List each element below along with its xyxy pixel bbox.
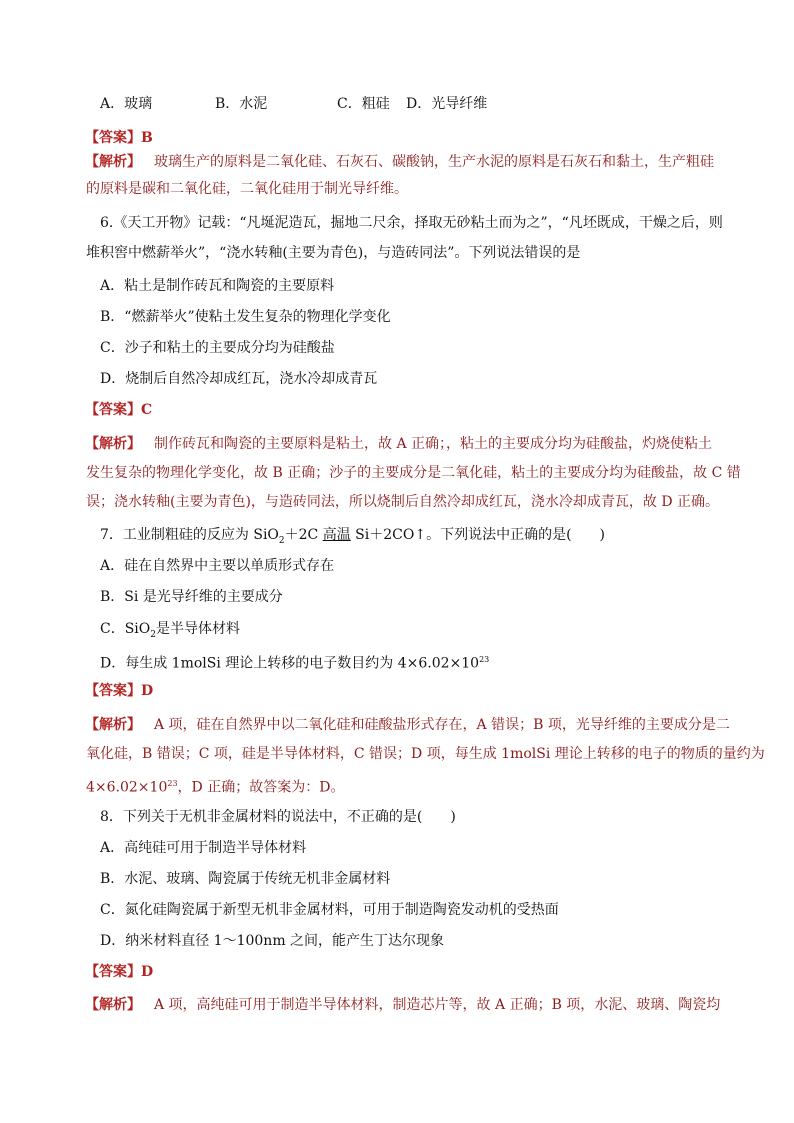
q5-explanation-label: 【解析】 xyxy=(85,154,141,170)
q6-option-a: A．粘土是制作砖瓦和陶瓷的主要原料 xyxy=(100,278,335,294)
q8-stem: 8．下列关于无机非金属材料的说法中，不正确的是( ) xyxy=(100,809,456,825)
q8-option-d: D．纳米材料直径 1～100nm 之间，能产生丁达尔现象 xyxy=(100,933,445,949)
q7-option-c: C．SiO$_2$是半导体材料 xyxy=(100,621,240,640)
q6-explanation-line: 发生复杂的物理化学变化，故 B 正确；沙子的主要成分是二氧化硅，粘土的主要成分均为硅酸盐，故 C 错 xyxy=(86,465,741,481)
q5-option-b: B．水泥 xyxy=(215,96,268,112)
answer-label: 【答案】 xyxy=(85,683,141,699)
q6-option-d: D．烧制后自然冷却成红瓦，浇水冷却成青瓦 xyxy=(100,371,378,387)
q7-explanation-line: 氧化硅，B 错误；C 项，硅是半导体材料，C 错误；D 项，每生成 1molSi 理论上转移的电子的物质的量约为 xyxy=(86,746,765,762)
q8-option-c: C．氮化硅陶瓷属于新型无机非金属材料，可用于制造陶瓷发动机的受热面 xyxy=(100,902,559,918)
q8-explanation-label: 【解析】 xyxy=(85,997,141,1013)
q8-explanation-line: A 项，高纯硅可用于制造半导体材料，制造芯片等，故 A 正确；B 项，水泥、玻璃、陶瓷均 xyxy=(154,997,721,1013)
answer-value: B xyxy=(141,130,153,146)
q5-answer xyxy=(85,127,153,149)
q7-explanation-line: $4\times 6.02\times 10^{23}$，D 正确；故答案为：D。 xyxy=(86,779,345,796)
q5-explanation-line: 的原料是碳和二氧化硅，二氧化硅用于制光导纤维。 xyxy=(86,181,408,197)
answer-value: C xyxy=(141,402,153,418)
answer-label: 【答案】 xyxy=(85,402,141,418)
q6-stem-line: 6.《天工开物》记载：“凡埏泥造瓦，掘地二尺余，择取无砂粘土而为之”，“凡坯既成，干燥之后，则 xyxy=(100,215,723,231)
q6-explanation-line: 误；浇水转釉(主要为青色)，与造砖同法，所以烧制后自然冷却成红瓦，浇水冷却成青瓦，故 D 正确。 xyxy=(86,494,720,510)
q5-explanation-line: 玻璃生产的原料是二氧化硅、石灰石、碳酸钠，生产水泥的原料是石灰石和黏土，生产粗硅 xyxy=(154,154,714,170)
q7-explanation-line: A 项，硅在自然界中以二氧化硅和硅酸盐形式存在，A 错误；B 项，光导纤维的主要成分是二 xyxy=(154,717,730,733)
q5-option-d: D．光导纤维 xyxy=(406,96,488,112)
q7-option-d: D．每生成 1molSi 理论上转移的电子数目约为 $4\times 6.02\times 10^{23}$ xyxy=(100,655,490,672)
q6-option-b: B．“燃薪举火”使粘土发生复杂的物理化学变化 xyxy=(100,309,391,325)
q6-option-c: C．沙子和粘土的主要成分均为硅酸盐 xyxy=(100,340,335,356)
q5-option-a: A．玻璃 xyxy=(100,96,153,112)
q8-answer xyxy=(85,961,153,983)
q7-stem: 7．工业制粗硅的反应为 SiO$_2$＋2C 高温 Si＋2CO↑。下列说法中正确的是( ) xyxy=(100,527,605,546)
answer-value: D xyxy=(141,683,154,699)
q6-answer xyxy=(85,399,152,421)
answer-label: 【答案】 xyxy=(85,964,141,980)
q7-option-b: B．Si 是光导纤维的主要成分 xyxy=(100,589,283,605)
q7-option-a: A．硅在自然界中主要以单质形式存在 xyxy=(100,558,335,574)
q6-stem-line: 堆积窖中燃薪举火”，“浇水转釉(主要为青色)，与造砖同法”。下列说法错误的是 xyxy=(86,245,581,261)
q6-explanation-line: 制作砖瓦和陶瓷的主要原料是粘土，故 A 正确；，粘土的主要成分均为硅酸盐，灼烧使粘土 xyxy=(154,436,713,452)
q7-explanation-label: 【解析】 xyxy=(85,717,141,733)
q5-option-c: C．粗硅 xyxy=(337,96,390,112)
q7-answer xyxy=(85,680,153,702)
answer-value: D xyxy=(141,964,154,980)
reaction-condition: 高温 xyxy=(322,527,351,543)
q6-explanation-label: 【解析】 xyxy=(85,436,141,452)
q8-option-b: B．水泥、玻璃、陶瓷属于传统无机非金属材料 xyxy=(100,871,391,887)
answer-label: 【答案】 xyxy=(85,130,141,146)
q8-option-a: A．高纯硅可用于制造半导体材料 xyxy=(100,840,307,856)
